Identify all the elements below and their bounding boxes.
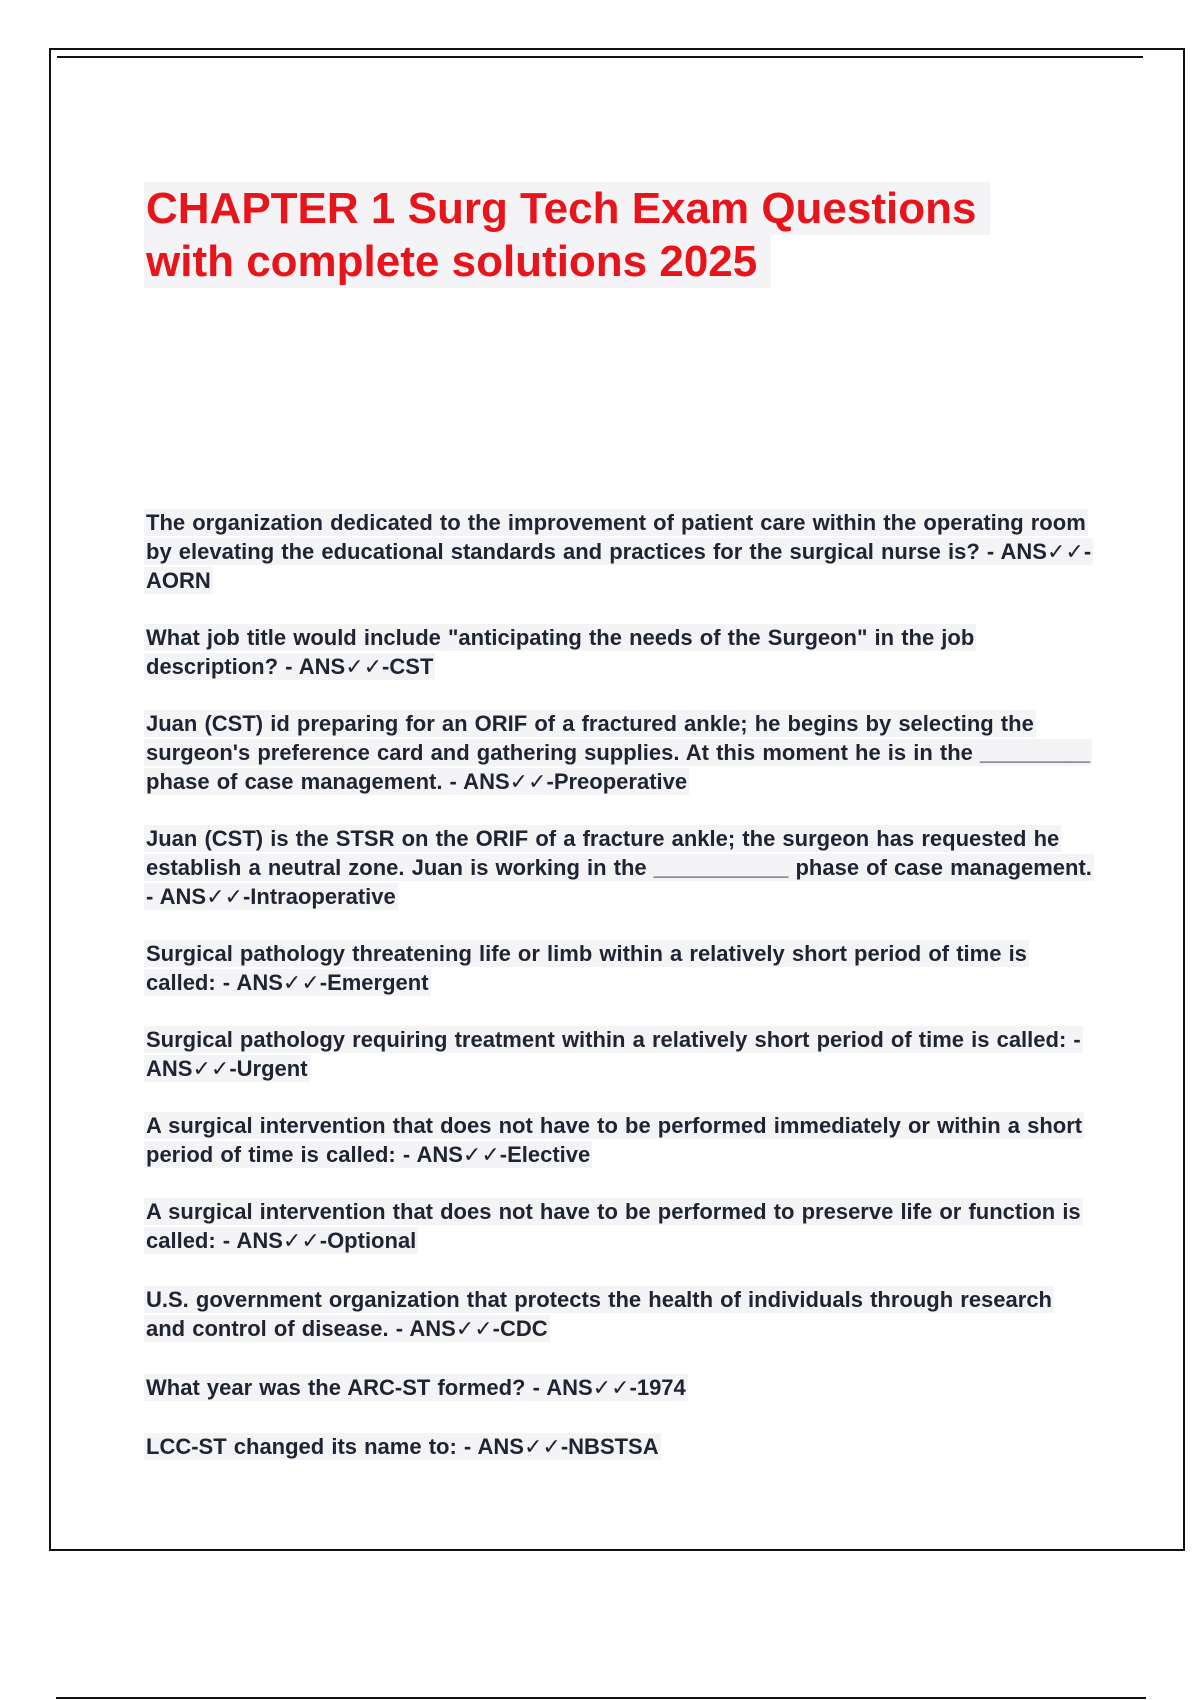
- question-item: [144, 939, 1094, 997]
- question-item: [144, 1111, 1094, 1169]
- question-text: Surgical pathology requiring treatment within a relatively short period of time is called: - ANS✓✓-Urgent: [146, 1027, 1081, 1081]
- question-text: Surgical pathology threatening life or limb within a relatively short period of time is called: - ANS✓✓-Emergent: [146, 941, 1027, 995]
- question-text: The organization dedicated to the improvement of patient care within the operating room by elevating the educational standards and practices for the surgical nurse is? - ANS✓✓-AORN: [146, 510, 1092, 593]
- question-text: U.S. government organization that protects the health of individuals through research and control of disease. - ANS✓✓-CDC: [146, 1287, 1052, 1341]
- title-line-2: with complete solutions 2025: [144, 235, 771, 288]
- document-title: [144, 182, 1044, 288]
- question-text: What job title would include "anticipating the needs of the Surgeon" in the job description? - ANS✓✓-CST: [146, 625, 975, 679]
- question-text: LCC-ST changed its name to: - ANS✓✓-NBSTSA: [146, 1434, 659, 1459]
- top-rule: [57, 56, 1143, 58]
- question-item: [144, 1197, 1094, 1255]
- question-item: [144, 824, 1094, 911]
- question-item: [144, 1373, 1094, 1402]
- question-list: [144, 508, 1094, 1461]
- title-line-1: CHAPTER 1 Surg Tech Exam Questions: [144, 182, 990, 235]
- question-item: [144, 1285, 1094, 1343]
- question-item: [144, 709, 1094, 796]
- question-text: Juan (CST) id preparing for an ORIF of a fractured ankle; he begins by selecting the surgeon's preference card and gathering supplies. At this moment he is in the _________ phase of case management. - ANS✓✓-Preoperative: [146, 711, 1091, 794]
- question-text: What year was the ARC-ST formed? - ANS✓✓-1974: [146, 1375, 686, 1400]
- bottom-rule: [56, 1697, 1146, 1699]
- question-text: A surgical intervention that does not have to be performed to preserve life or function is called: - ANS✓✓-Optional: [146, 1199, 1081, 1253]
- question-item: [144, 1432, 1094, 1461]
- question-item: [144, 623, 1094, 681]
- question-item: [144, 508, 1094, 595]
- question-item: [144, 1025, 1094, 1083]
- question-text: A surgical intervention that does not have to be performed immediately or within a short period of time is called: - ANS✓✓-Elective: [146, 1113, 1083, 1167]
- question-text: Juan (CST) is the STSR on the ORIF of a fracture ankle; the surgeon has requested he establish a neutral zone. Juan is working in the ___________ phase of case management. - ANS✓✓-Intraoperative: [146, 826, 1092, 909]
